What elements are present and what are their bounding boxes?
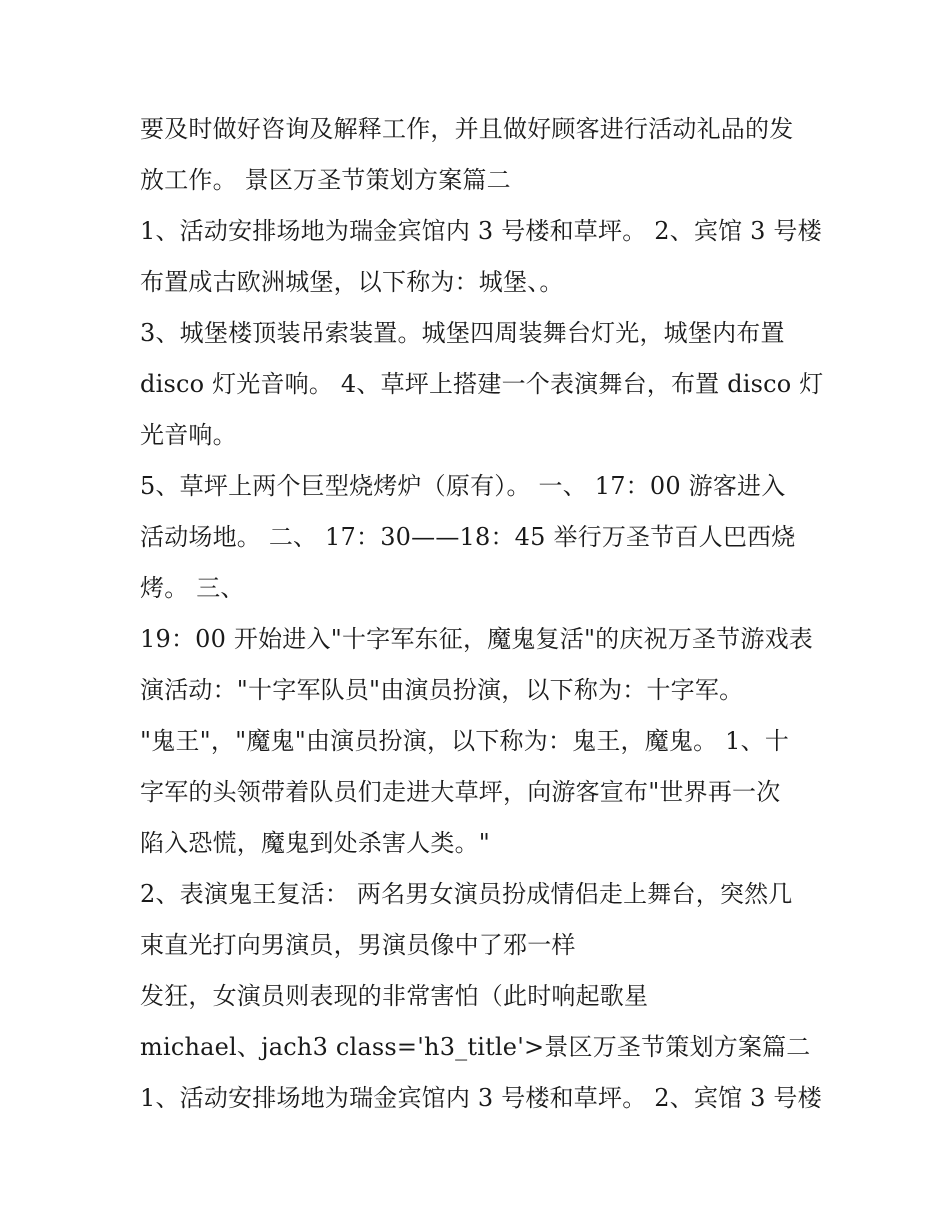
text-line: 字军的头领带着队员们走进大草坪，向游客宣布"世界再一次: [140, 778, 781, 806]
text-line: 演活动："十字军队员"由演员扮演，以下称为：十字军。: [140, 676, 744, 704]
text-line: 19：00 开始进入"十字军东征，魔鬼复活"的庆祝万圣节游戏表: [140, 625, 813, 653]
text-line: 要及时做好咨询及解释工作，并且做好顾客进行活动礼品的发: [140, 115, 794, 143]
text-line: 烤。 三、: [140, 574, 245, 602]
text-line: 5、草坪上两个巨型烧烤炉（原有）。 一、 17：00 游客进入: [140, 472, 786, 500]
text-line: "鬼王"，"魔鬼"由演员扮演，以下称为：鬼王，魔鬼。 1、十: [140, 727, 790, 755]
text-line: 活动场地。 二、 17：30——18：45 举行万圣节百人巴西烧: [140, 523, 796, 551]
text-line: 陷入恐慌，魔鬼到处杀害人类。": [140, 829, 491, 857]
text-line: 束直光打向男演员，男演员像中了邪一样: [140, 931, 576, 959]
text-line: 光音响。: [140, 421, 237, 449]
document-body: [140, 104, 824, 1124]
text-line: 布置成古欧洲城堡，以下称为：城堡、。: [140, 268, 564, 296]
text-line: 1、活动安排场地为瑞金宾馆内 3 号楼和草坪。 2、宾馆 3 号楼: [140, 1084, 822, 1112]
text-line: michael、jach3 class='h3_title'>景区万圣节策划方案篇二: [140, 1033, 811, 1061]
text-line: 1、活动安排场地为瑞金宾馆内 3 号楼和草坪。 2、宾馆 3 号楼: [140, 217, 822, 245]
text-line: 3、城堡楼顶装吊索装置。城堡四周装舞台灯光，城堡内布置: [140, 319, 785, 347]
text-line: 2、表演鬼王复活： 两名男女演员扮成情侣走上舞台，突然几: [140, 880, 793, 908]
text-line: disco 灯光音响。 4、草坪上搭建一个表演舞台，布置 disco 灯: [140, 370, 824, 398]
text-line: 放工作。 景区万圣节策划方案篇二: [140, 166, 511, 194]
text-line: 发狂，女演员则表现的非常害怕（此时响起歌星: [140, 982, 649, 1010]
